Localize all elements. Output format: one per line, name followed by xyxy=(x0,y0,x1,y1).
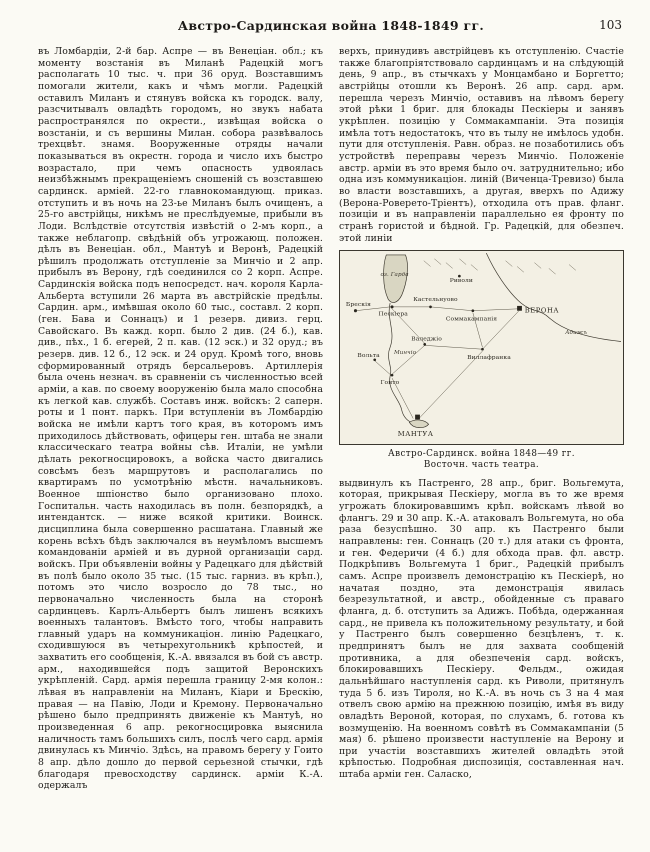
map-label-brescia: Брескія xyxy=(345,301,371,309)
map-frame xyxy=(339,250,624,445)
figure-caption xyxy=(339,449,624,471)
right-column xyxy=(339,46,624,844)
mountain-hatching xyxy=(424,259,576,274)
map-label-valeggio: Валеджіо xyxy=(411,335,442,343)
mantua-lakes xyxy=(409,420,428,428)
map-label-mincio-river: Минчіо xyxy=(393,350,417,357)
map-label-adige-river: Адижъ xyxy=(565,329,588,336)
adige-river xyxy=(486,253,621,342)
map-label-volta: Вольта xyxy=(357,352,380,360)
map-label-sommacampagna: Соммакампанія xyxy=(445,315,498,323)
map-label-verona: ВЕРОНА xyxy=(524,306,560,315)
page-number: 103 xyxy=(599,18,622,32)
two-column-body xyxy=(38,46,624,844)
map-figure xyxy=(339,250,624,471)
mincio-river xyxy=(388,303,415,424)
figure-caption-line2: Восточн. часть театра. xyxy=(423,459,540,470)
figure-caption-line1: Австро-Сардинск. война 1848—49 гг. xyxy=(388,448,575,459)
running-title: Австро-Сардинская война 1848-1849 гг. xyxy=(177,18,485,33)
roads xyxy=(355,307,519,419)
map-label-villafranca: Виллафранка xyxy=(467,353,511,361)
page-header xyxy=(38,18,624,42)
lake-garda-shape xyxy=(384,255,408,303)
left-column-text: въ Ломбардіи, 2-й бар. Аспре — въ Венеціан. обл.; къ моменту возстанія въ Миланѣ Радецкій могъ располагать 10 тыс. ч. при 36 оруд. Возставшимъ помогали жители, какъ и чѣмъ могли. Радецкій оставилъ Миланъ и стянувъ войска къ городск. валу, разсчитывалъ овладѣть городомъ, но звукъ набата распространялся по окрести., извѣщая войска о возстаніи, и съ вершины Милан. собора развѣвалось трехцвѣт. знамя. Вооруженные отряды начали показываться въ окрестн. города и число ихъ быстро возрастало, при чемъ опасность удвоялась неизбѣжнымъ прекращеніемъ сношеній съ возставшею сардинск. арміей. 22-го главнокомандующ. приказ. отступить и въ ночь на 23-ье Миланъ былъ очищенъ, а 25-го австрійцы, никѣмъ не преслѣдуемые, прибыли въ Лоди. Вслѣдствіе отсутствія извѣстій о 2-мъ корп., а также неблагопр. свѣдѣній объ угрожающ. положен. дѣлъ въ Венеціан. обл., Мантуѣ и Веронѣ, Радецкій рѣшилъ продолжать отступленіе за Минчіо и 2 апр. прибылъ въ Верону, гдѣ соединился со 2 корп. Аспре. Сардинскія войска подъ непосредст. нач. короля Карла-Альберта вступили 26 марта въ австрійскіе предѣлы. Сардин. арм., имѣвшая около 60 тыс., составл. 2 корп. (ген. Бава и Соннацъ) и 1 резерв. дивиз. герц. Савойскаго. Въ кажд. корп. было 2 див. (24 б.), кав. див., пѣх., 1 б. егерей, 2 п. кав. (12 эск.) и 32 оруд.; въ резерв. див. 12 б., 12 эск. и 24 оруд. Кромѣ того, вновь сформированный отрядъ берсальеровъ. Артиллерія была очень незнач. въ сравненіи съ численностью всей арміи, а кав. по своему вооруженію была мало способна къ легкой кав. службѣ. Составъ инж. войскъ: 2 саперн. роты и 1 понт. паркъ. При вступленіи въ Ломбардію войска не имѣли картъ того края, въ которомъ имъ приходилось дѣйствовать, офицеры ген. штаба не знали классическаго театра войны сѣв. Италіи, не умѣли дѣлать рекогносцировокъ, а войска часто двигались совсѣмъ безъ маршрутовъ и располагались по квартирамъ по усмотрѣнію мѣстн. начальниковъ. Военное шпіонство было организовано плохо. Госпитальн. часть находилась въ полн. безпорядкѣ, а интендантск. — ниже всякой критики. Воинск. дисциплина была совершенно расшатана. Главный же корень всѣхъ бѣдъ заключался въ неумѣломъ высшемъ командованіи арміей и въ дурной организаціи сард. войскъ. При объявленіи войны у Радецкаго для дѣйствій въ полѣ было около 35 тыс. (15 тыс. гарниз. въ крѣп.), потомъ это число возросло до 78 тыс., но первоначально численность была на сторонѣ сардинцевъ. Карлъ-Альбертъ былъ лишенъ всякихъ военныхъ талантовъ. Вмѣсто того, чтобы направить главный ударъ на коммуникаціон. линію Радецкаго, сходившуюся въ четырехугольникѣ крѣпостей, и захватить его сообщенія, К.-А. ввязался въ бой съ австр. арм., находившейся подъ защитой Веронскихъ укрѣпленій. Сард. армія перешла границу 2-мя колон.: лѣвая въ направленіи на Миланъ, Кіари и Брескію, правая — на Павію, Лоди и Кремону. Первоначально рѣшено было предпринять движеніе къ Мантуѣ, но произведенная 6 апр. рекогносцировка выяснила наличность тамъ большихъ силъ, послѣ чего сард. армія двинулась къ Минчіо. Здѣсь, на правомъ берегу у Гоито 8 апр. дѣло дошло до первой серьезной стычки, гдѣ благодаря превосходству сардинск. арміи К.-А. одержалъ xyxy=(38,46,323,792)
map-label-mantua: МАНТУА xyxy=(397,429,434,438)
right-column-top-text: верхъ, принудивъ австрійцевъ къ отступленію. Счастіе также благопріятствовало сардинцамъ и на слѣдующій день, 9 апр., въ стычкахъ у Монцамбано и Боргетто; австрійцы отошли къ Веронѣ. 26 апр. сард. арм. перешла черезъ Минчіо, оставивъ на лѣвомъ берегу этой рѣки 1 бриг. для блокады Пескіеры и занявъ укрѣплен. позицію у Соммакампаніи. Эта позиція имѣла тотъ недостатокъ, что въ тылу не имѣлось удобн. пути для отступленія. Равн. образ. не позаботились объ устройствѣ переправы черезъ Минчіо. Положеніе австр. арміи въ это время было оч. затруднительно; ибо одна изъ коммуникаціон. линій (Виченца-Тревизо) была во власти возставшихъ, а другая, вверхъ по Адижу (Верона-Роверето-Тріентъ), отходила отъ прав. фланг. позиціи и въ направленіи параллельно ея фронту по странѣ гористой и бѣдной. Гр. Радецкій, для обезпеч. этой линіи xyxy=(339,46,624,244)
map-label-lake-garda: оз. Гарда xyxy=(380,272,409,279)
map-label-peschiera: Пескіера xyxy=(378,310,408,318)
map-label-goito: Гоито xyxy=(380,378,400,386)
map-label-castelnuovo: Кастельнуово xyxy=(413,296,458,304)
theater-map xyxy=(342,253,621,442)
page-content xyxy=(38,18,624,842)
right-column-bottom-text: выдвинулъ къ Пастренго, 28 апр., бриг. Вольгемута, которая, прикрывая Пескіеру, могла въ то же время угрожать блокировавшимъ крѣп. войскамъ лѣвой во флангъ. 29 и 30 апр. К.-А. атаковалъ Вольгемута, но оба раза безуспѣшно. 30 апр. къ Пастренго были направлены: ген. Соннацъ (20 т.) для атаки съ фронта, и ген. Федеричи (4 б.) для обхода прав. фл. австр. Подкрѣпивъ Вольгемута 1 бриг., Радецкій прибылъ самъ. Аспре произвелъ демонстрацію къ Пескіерѣ, но начатая поздно, эта демонстрація явилась безрезультатной, и австр., обойденные съ праваго фланга, д. б. отступить за Адижъ. Побѣда, одержанная сард., не привела къ положительному результату, и бой у Пастренго былъ совершенно безцѣленъ, т. к. предпринятъ былъ не для захвата сообщеній противника, а для обезпеченія сард. войскъ, блокировавшихъ Пескіеру. Фельдм., ожидая дальнѣйшаго наступленія сард. къ Риволи, притянулъ туда 5 б. изъ Тироля, но К.-А. въ ночь съ 3 на 4 мая отвелъ свою армію на прежнюю позицію, имѣя въ виду овладѣть Вероной, которая, по слухамъ, б. готова къ возмущенію. На военномъ совѣтѣ въ Соммакампаніи (5 мая) б. рѣшено произвести наступленіе на Верону и при участіи возставшихъ жителей овладѣть этой крѣпостью. Подробная диспозиція, составленная нач. штаба арміи ген. Саласко, xyxy=(339,477,624,781)
map-label-rivoli: Риволи xyxy=(449,277,474,285)
